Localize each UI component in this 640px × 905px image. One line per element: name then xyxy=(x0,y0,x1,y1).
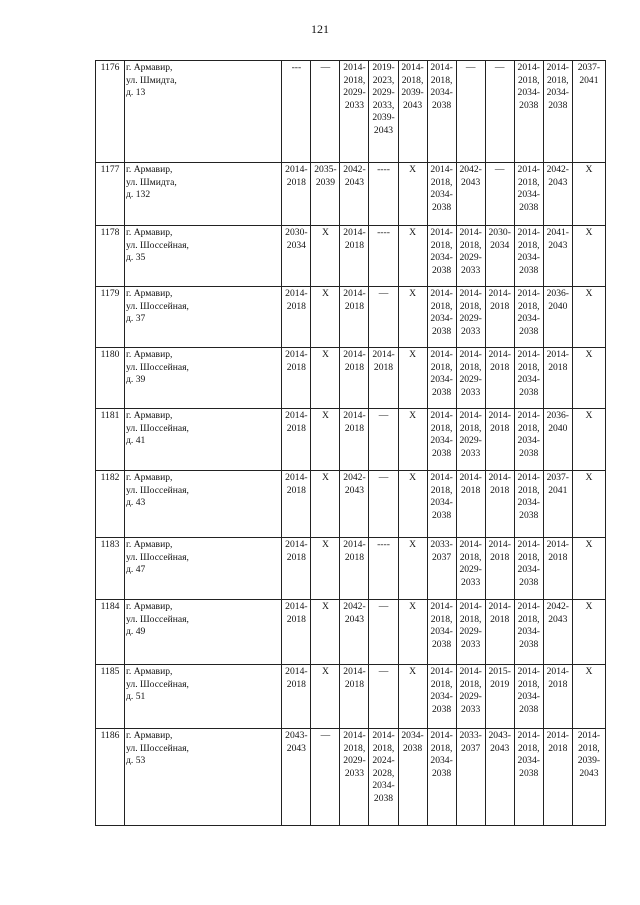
period-cell: — xyxy=(369,600,398,665)
period-cell: — xyxy=(311,61,340,163)
period-cell: X xyxy=(398,409,427,471)
period-cell: X xyxy=(572,163,605,226)
period-cell: 2014- 2018, 2029- 2033 xyxy=(456,600,485,665)
period-cell: 2014- 2018 xyxy=(282,163,311,226)
period-cell: X xyxy=(311,226,340,287)
row-number: 1176 xyxy=(96,61,125,163)
period-cell: 2036- 2040 xyxy=(543,287,572,348)
period-cell: ---- xyxy=(369,226,398,287)
period-cell: --- xyxy=(282,61,311,163)
period-cell: X xyxy=(398,600,427,665)
period-cell: 2014- 2018, 2029- 2033 xyxy=(456,287,485,348)
period-cell: X xyxy=(398,538,427,600)
period-cell: 2014- 2018, 2034- 2038 xyxy=(427,163,456,226)
period-cell: 2033- 2037 xyxy=(456,729,485,826)
period-cell: 2014- 2018, 2029- 2033 xyxy=(340,729,369,826)
period-cell: — xyxy=(485,163,514,226)
period-cell: 2036- 2040 xyxy=(543,409,572,471)
period-cell: 2014- 2018, 2029- 2033 xyxy=(456,665,485,729)
period-cell: 2014- 2018 xyxy=(485,287,514,348)
period-cell: 2014- 2018 xyxy=(282,665,311,729)
table-row xyxy=(96,729,606,826)
row-number: 1185 xyxy=(96,665,125,729)
row-number: 1182 xyxy=(96,471,125,538)
period-cell: 2014- 2018 xyxy=(340,409,369,471)
period-cell: X xyxy=(572,665,605,729)
period-cell: 2014- 2018, 2034- 2038 xyxy=(514,409,543,471)
period-cell: 2042- 2043 xyxy=(456,163,485,226)
period-cell: 2015- 2019 xyxy=(485,665,514,729)
table-row xyxy=(96,226,606,287)
period-cell: 2014- 2018 xyxy=(369,348,398,409)
period-cell: X xyxy=(311,538,340,600)
period-cell: X xyxy=(572,287,605,348)
period-cell: 2019- 2023, 2029- 2033, 2039- 2043 xyxy=(369,61,398,163)
address-cell: г. Армавир, ул. Шоссейная, д. 51 xyxy=(125,665,282,729)
period-cell: 2014- 2018 xyxy=(282,348,311,409)
period-cell: 2014- 2018, 2034- 2038 xyxy=(514,287,543,348)
table-row xyxy=(96,471,606,538)
period-cell: X xyxy=(311,409,340,471)
period-cell: 2042- 2043 xyxy=(543,163,572,226)
period-cell: 2014- 2018 xyxy=(340,287,369,348)
period-cell: 2014- 2018 xyxy=(282,600,311,665)
period-cell: X xyxy=(311,471,340,538)
period-cell: X xyxy=(572,538,605,600)
period-cell: 2014- 2018, 2034- 2038 xyxy=(427,348,456,409)
period-cell: 2014- 2018, 2029- 2033 xyxy=(456,409,485,471)
row-number: 1177 xyxy=(96,163,125,226)
period-cell: — xyxy=(369,665,398,729)
period-cell: 2042- 2043 xyxy=(543,600,572,665)
period-cell: X xyxy=(311,600,340,665)
table-row xyxy=(96,348,606,409)
period-cell: X xyxy=(572,348,605,409)
period-cell: 2014- 2018 xyxy=(485,348,514,409)
period-cell: 2014- 2018 xyxy=(340,665,369,729)
address-cell: г. Армавир, ул. Шоссейная, д. 35 xyxy=(125,226,282,287)
table-row xyxy=(96,409,606,471)
row-number: 1186 xyxy=(96,729,125,826)
period-cell: — xyxy=(456,61,485,163)
period-cell: 2014- 2018, 2034- 2038 xyxy=(427,287,456,348)
period-cell: X xyxy=(398,163,427,226)
period-cell: 2014- 2018, 2034- 2038 xyxy=(427,226,456,287)
period-cell: 2014- 2018, 2034- 2038 xyxy=(427,600,456,665)
period-cell: 2014- 2018, 2034- 2038 xyxy=(427,729,456,826)
address-cell: г. Армавир, ул. Шоссейная, д. 43 xyxy=(125,471,282,538)
row-number: 1181 xyxy=(96,409,125,471)
row-number: 1178 xyxy=(96,226,125,287)
period-cell: 2014- 2018, 2029- 2033 xyxy=(456,226,485,287)
period-cell: X xyxy=(398,665,427,729)
period-cell: X xyxy=(398,471,427,538)
period-cell: 2014- 2018, 2029- 2033 xyxy=(456,348,485,409)
address-cell: г. Армавир, ул. Шмидта, д. 13 xyxy=(125,61,282,163)
period-cell: X xyxy=(398,287,427,348)
table-row xyxy=(96,287,606,348)
period-cell: 2014- 2018 xyxy=(543,538,572,600)
period-cell: 2014- 2018 xyxy=(543,729,572,826)
period-cell: 2033- 2037 xyxy=(427,538,456,600)
period-cell: X xyxy=(572,471,605,538)
period-cell: 2014- 2018, 2034- 2038 xyxy=(514,471,543,538)
period-cell: 2014- 2018, 2029- 2033 xyxy=(456,538,485,600)
period-cell: 2014- 2018, 2034- 2038 xyxy=(514,61,543,163)
period-cell: 2014- 2018 xyxy=(282,538,311,600)
period-cell: 2014- 2018 xyxy=(485,538,514,600)
period-cell: 2041- 2043 xyxy=(543,226,572,287)
period-cell: 2037- 2041 xyxy=(572,61,605,163)
address-cell: г. Армавир, ул. Шмидта, д. 132 xyxy=(125,163,282,226)
address-cell: г. Армавир, ул. Шоссейная, д. 49 xyxy=(125,600,282,665)
period-cell: 2042- 2043 xyxy=(340,600,369,665)
period-cell: X xyxy=(572,600,605,665)
period-cell: X xyxy=(572,226,605,287)
address-cell: г. Армавир, ул. Шоссейная, д. 41 xyxy=(125,409,282,471)
period-cell: 2014- 2018, 2034- 2038 xyxy=(427,471,456,538)
period-cell: 2014- 2018 xyxy=(340,226,369,287)
period-cell: 2014- 2018 xyxy=(282,409,311,471)
period-cell: 2014- 2018, 2034- 2038 xyxy=(514,600,543,665)
table-row xyxy=(96,665,606,729)
register-table xyxy=(95,60,606,826)
period-cell: — xyxy=(369,471,398,538)
period-cell: 2014- 2018 xyxy=(485,409,514,471)
period-cell: 2014- 2018, 2034- 2038 xyxy=(514,665,543,729)
period-cell: X xyxy=(398,348,427,409)
period-cell: 2014- 2018 xyxy=(340,538,369,600)
period-cell: 2014- 2018 xyxy=(340,348,369,409)
period-cell: 2014- 2018, 2039- 2043 xyxy=(572,729,605,826)
period-cell: 2014- 2018, 2034- 2038 xyxy=(514,163,543,226)
period-cell: 2014- 2018, 2034- 2038 xyxy=(514,538,543,600)
period-cell: 2037- 2041 xyxy=(543,471,572,538)
period-cell: X xyxy=(398,226,427,287)
period-cell: 2014- 2018 xyxy=(485,471,514,538)
row-number: 1179 xyxy=(96,287,125,348)
period-cell: 2014- 2018, 2034- 2038 xyxy=(543,61,572,163)
period-cell: X xyxy=(311,287,340,348)
period-cell: 2042- 2043 xyxy=(340,471,369,538)
period-cell: 2030- 2034 xyxy=(282,226,311,287)
period-cell: 2014- 2018, 2034- 2038 xyxy=(427,409,456,471)
page-number: 121 xyxy=(311,22,329,36)
period-cell: 2014- 2018 xyxy=(543,348,572,409)
table-row xyxy=(96,163,606,226)
period-cell: X xyxy=(311,665,340,729)
period-cell: 2014- 2018 xyxy=(485,600,514,665)
period-cell: 2014- 2018, 2034- 2038 xyxy=(427,665,456,729)
period-cell: — xyxy=(369,409,398,471)
table-row xyxy=(96,61,606,163)
period-cell: X xyxy=(572,409,605,471)
period-cell: 2042- 2043 xyxy=(340,163,369,226)
period-cell: 2014- 2018 xyxy=(456,471,485,538)
address-cell: г. Армавир, ул. Шоссейная, д. 53 xyxy=(125,729,282,826)
period-cell: 2014- 2018, 2034- 2038 xyxy=(514,226,543,287)
period-cell: X xyxy=(311,348,340,409)
row-number: 1183 xyxy=(96,538,125,600)
address-cell: г. Армавир, ул. Шоссейная, д. 39 xyxy=(125,348,282,409)
period-cell: 2043- 2043 xyxy=(282,729,311,826)
period-cell: 2034- 2038 xyxy=(398,729,427,826)
period-cell: ---- xyxy=(369,163,398,226)
period-cell: 2043- 2043 xyxy=(485,729,514,826)
period-cell: — xyxy=(311,729,340,826)
period-cell: 2035- 2039 xyxy=(311,163,340,226)
period-cell: 2014- 2018, 2034- 2038 xyxy=(514,348,543,409)
period-cell: 2014- 2018, 2029- 2033 xyxy=(340,61,369,163)
table-row xyxy=(96,538,606,600)
table-row xyxy=(96,600,606,665)
period-cell: — xyxy=(369,287,398,348)
row-number: 1184 xyxy=(96,600,125,665)
address-cell: г. Армавир, ул. Шоссейная, д. 47 xyxy=(125,538,282,600)
period-cell: 2014- 2018, 2034- 2038 xyxy=(514,729,543,826)
period-cell: 2014- 2018, 2034- 2038 xyxy=(427,61,456,163)
period-cell: 2014- 2018 xyxy=(543,665,572,729)
period-cell: 2014- 2018, 2024- 2028, 2034- 2038 xyxy=(369,729,398,826)
period-cell: 2014- 2018 xyxy=(282,287,311,348)
period-cell: 2030- 2034 xyxy=(485,226,514,287)
period-cell: 2014- 2018 xyxy=(282,471,311,538)
period-cell: 2014- 2018, 2039- 2043 xyxy=(398,61,427,163)
period-cell: ---- xyxy=(369,538,398,600)
period-cell: — xyxy=(485,61,514,163)
row-number: 1180 xyxy=(96,348,125,409)
address-cell: г. Армавир, ул. Шоссейная, д. 37 xyxy=(125,287,282,348)
